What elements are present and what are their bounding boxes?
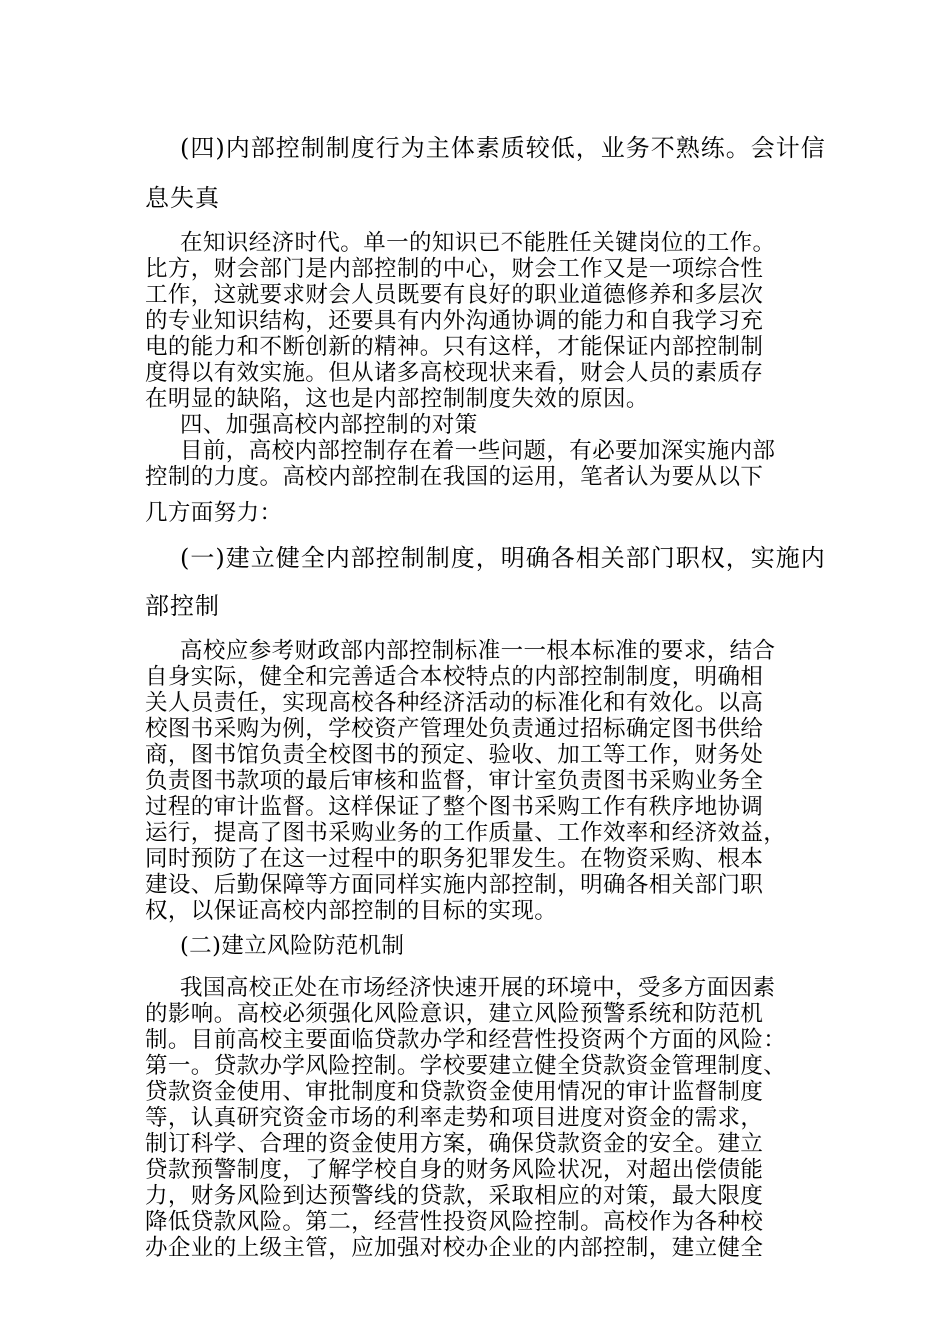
paragraph-line: 等，认真研究资金市场的利率走势和项目进度对资金的需求， [145,1105,764,1131]
paragraph-line: 的影响。高校必须强化风险意识，建立风险预警系统和防范机 [145,1001,764,1027]
paragraph-line: 运行，提高了图书采购业务的工作质量、工作效率和经济效益， [145,820,787,846]
paragraph-line: 关人员责任，实现高校各种经济活动的标准化和有效化。以高 [145,690,764,716]
paragraph-line: 办企业的上级主管，应加强对校办企业的内部控制，建立健全 [145,1235,764,1261]
section-heading-1-cont: 部控制 [145,592,220,620]
paragraph-line: 力，财务风险到达预警线的贷款，采取相应的对策，最大限度 [145,1183,764,1209]
paragraph-line: 过程的审计监督。这样保证了整个图书采购工作有秩序地协调 [145,794,764,820]
paragraph-line: 电的能力和不断创新的精神。只有这样，才能保证内部控制制 [145,334,764,360]
paragraph-line: 在知识经济时代。单一的知识已不能胜任关键岗位的工作。 [180,230,776,256]
section-heading-2: (二)建立风险防范机制 [180,933,405,959]
paragraph-line: 的专业知识结构，还要具有内外沟通协调的能力和自我学习充 [145,308,764,334]
paragraph-line: 工作，这就要求财会人员既要有良好的职业道德修养和多层次 [145,282,764,308]
paragraph-line: 高校应参考财政部内部控制标准一一根本标准的要求，结合 [180,638,776,664]
paragraph-line: 制订科学、合理的资金使用方案，确保贷款资金的安全。建立 [145,1131,764,1157]
paragraph-line: 制。目前高校主要面临贷款办学和经营性投资两个方面的风险： [145,1027,787,1053]
paragraph-line: 权，以保证高校内部控制的目标的实现。 [145,898,558,924]
paragraph-line: 降低贷款风险。第二，经营性投资风险控制。高校作为各种校 [145,1209,764,1235]
paragraph-line: 负责图书款项的最后审核和监督，审计室负责图书采购业务全 [145,768,764,794]
section-heading-4: (四)内部控制制度行为主体素质较低，业务不熟练。会计信 [180,134,826,162]
section-heading-1: (一)建立健全内部控制制度，明确各相关部门职权，实施内 [180,544,826,572]
paragraph-line: 我国高校正处在市场经济快速开展的环境中，受多方面因素 [180,975,776,1001]
paragraph-line: 商，图书馆负责全校图书的预定、验收、加工等工作，财务处 [145,742,764,768]
paragraph-line: 控制的力度。高校内部控制在我国的运用，笔者认为要从以下 [145,464,764,490]
paragraph-line: 校图书采购为例，学校资产管理处负责通过招标确定图书供给 [145,716,764,742]
paragraph-line: 贷款预警制度，了解学校自身的财务风险状况，对超出偿债能 [145,1157,764,1183]
paragraph-line: 建设、后勤保障等方面同样实施内部控制，明确各相关部门职 [145,872,764,898]
paragraph-line: 度得以有效实施。但从诸多高校现状来看，财会人员的素质存 [145,360,764,386]
section-heading-4-cont: 息失真 [145,184,220,212]
paragraph-line: 比方，财会部门是内部控制的中心，财会工作又是一项综合性 [145,256,764,282]
paragraph-line: 目前，高校内部控制存在着一些问题，有必要加深实施内部 [180,438,776,464]
paragraph-line: 在明显的缺陷，这也是内部控制制度失效的原因。 [145,386,649,412]
paragraph-line: 自身实际，健全和完善适合本校特点的内部控制制度，明确相 [145,664,764,690]
paragraph-line: 贷款资金使用、审批制度和贷款资金使用情况的审计监督制度 [145,1079,764,1105]
paragraph-line: 几方面努力： [145,500,283,526]
section-title: 四、加强高校内部控制的对策 [180,412,478,438]
paragraph-line: 同时预防了在这一过程中的职务犯罪发生。在物资采购、根本 [145,846,764,872]
paragraph-line: 第一。贷款办学风险控制。学校要建立健全贷款资金管理制度、 [145,1053,787,1079]
